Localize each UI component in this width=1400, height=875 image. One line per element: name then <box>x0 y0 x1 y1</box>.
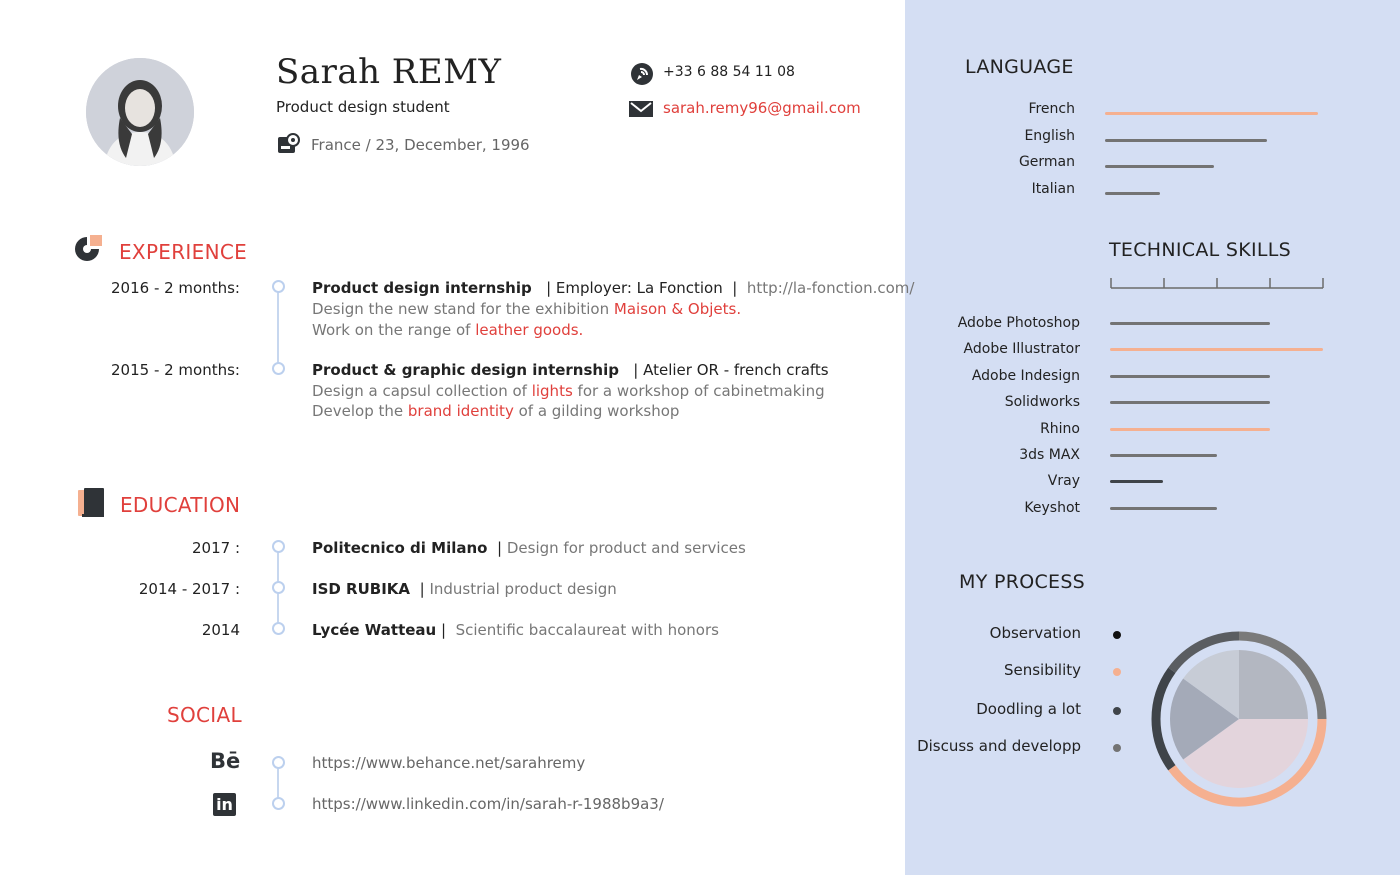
book-icon <box>78 488 106 522</box>
detail-text: Work on the range of <box>312 321 476 339</box>
timeline-dot <box>272 540 285 553</box>
experience-detail <box>312 402 679 420</box>
skills-title: TECHNICAL SKILLS <box>1109 239 1292 261</box>
email-link[interactable]: sarah.remy96@gmail.com <box>663 99 861 117</box>
detail-highlight: Maison & Objets. <box>613 300 742 318</box>
experience-link[interactable]: http://la-fonction.com/ <box>746 279 915 297</box>
experience-role: Product design internship <box>312 279 532 297</box>
skill-level-bar <box>1110 454 1217 457</box>
skill-level-bar <box>1110 428 1270 431</box>
process-dot <box>1113 631 1121 639</box>
detail-highlight: brand identity <box>407 402 514 420</box>
language-level-bar <box>1105 192 1160 195</box>
linkedin-icon[interactable]: in <box>213 793 236 816</box>
detail-text: Design the new stand for the exhibition <box>312 300 614 318</box>
skill-label: Vray <box>1047 473 1080 490</box>
education-separator: | <box>419 580 425 598</box>
detail-text: Design a capsul collection of <box>312 382 532 400</box>
skill-level-bar <box>1110 322 1270 325</box>
education-school: ISD RUBIKA <box>312 580 411 598</box>
experience-title: EXPERIENCE <box>119 240 248 264</box>
education-entry <box>312 621 719 639</box>
behance-icon[interactable]: Bē <box>210 749 241 773</box>
behance-link[interactable]: https://www.behance.net/sarahremy <box>312 754 586 772</box>
education-date: 2017 : <box>192 539 240 557</box>
process-dot <box>1113 668 1121 676</box>
education-date: 2014 <box>201 621 240 639</box>
process-dot <box>1113 744 1121 752</box>
language-level-bar <box>1105 139 1267 142</box>
social-title: SOCIAL <box>167 703 242 727</box>
language-label: Italian <box>1031 180 1075 197</box>
experience-detail <box>312 300 741 318</box>
avatar <box>86 58 194 166</box>
linkedin-link[interactable]: https://www.linkedin.com/in/sarah-r-1988b9a3/ <box>312 795 664 813</box>
education-title: EDUCATION <box>120 493 241 517</box>
experience-employer: | Atelier OR - french crafts <box>633 361 829 379</box>
skill-level-bar <box>1110 375 1270 378</box>
education-separator: | <box>497 539 503 557</box>
language-level-bar <box>1105 112 1318 115</box>
location-icon <box>277 133 301 159</box>
skill-label: 3ds MAX <box>1019 447 1080 463</box>
detail-highlight: lights <box>531 382 573 400</box>
process-label: Discuss and developp <box>917 737 1081 755</box>
skill-level-bar <box>1110 401 1270 404</box>
process-label: Doodling a lot <box>976 700 1081 718</box>
detail-text: of a gilding workshop <box>513 402 680 420</box>
education-detail: Design for product and services <box>506 539 746 557</box>
experience-date: 2016 - 2 months: <box>111 279 240 297</box>
detail-text: Develop the <box>312 402 408 420</box>
education-detail: Industrial product design <box>429 580 617 598</box>
education-separator: | <box>441 621 447 639</box>
experience-heading <box>312 279 914 297</box>
language-label: English <box>1024 127 1075 144</box>
experience-heading <box>312 361 829 379</box>
language-label: German <box>1018 154 1075 170</box>
experience-detail <box>312 382 825 400</box>
experience-employer: | Employer: La Fonction <box>546 279 723 297</box>
timeline-dot <box>272 581 285 594</box>
language-level-bar <box>1105 165 1214 168</box>
profile-name: Sarah REMY <box>276 52 502 92</box>
skill-level-bar <box>1110 348 1323 351</box>
experience-separator: | <box>732 279 738 297</box>
process-dot <box>1113 707 1121 715</box>
skill-label: Adobe Illustrator <box>963 341 1080 358</box>
detail-highlight: leather goods. <box>475 321 584 339</box>
mail-icon <box>628 100 654 122</box>
language-label: French <box>1028 101 1075 117</box>
timeline-dot <box>272 756 285 769</box>
education-detail: Scientific baccalaureat with honors <box>455 621 719 639</box>
timeline-dot <box>272 622 285 635</box>
detail-text: for a workshop of cabinetmaking <box>572 382 825 400</box>
timeline-dot <box>272 362 285 375</box>
skill-label: Adobe Indesign <box>971 367 1080 384</box>
timeline-dot <box>272 797 285 810</box>
process-chart <box>1148 628 1330 810</box>
phone-icon <box>630 61 654 91</box>
experience-detail <box>312 321 583 339</box>
skill-label: Rhino <box>1040 420 1080 437</box>
skills-scale <box>1110 276 1326 295</box>
language-title: LANGUAGE <box>965 56 1074 78</box>
process-title: MY PROCESS <box>959 571 1086 593</box>
skill-level-bar <box>1110 480 1163 483</box>
experience-timeline <box>277 290 279 370</box>
experience-role: Product & graphic design internship <box>312 361 619 379</box>
process-label: Observation <box>989 624 1081 642</box>
phone-number[interactable]: +33 6 88 54 11 08 <box>663 64 795 80</box>
education-entry <box>312 539 746 557</box>
profile-subtitle: Product design student <box>276 98 450 116</box>
education-entry <box>312 580 617 598</box>
skill-label: Keyshot <box>1024 499 1080 516</box>
process-label: Sensibility <box>1003 661 1081 679</box>
experience-icon <box>73 235 103 267</box>
education-school: Lycée Watteau <box>312 621 437 639</box>
skill-label: Adobe Photoshop <box>957 315 1080 331</box>
skill-level-bar <box>1110 507 1217 510</box>
timeline-dot <box>272 280 285 293</box>
skill-label: Solidworks <box>1004 394 1080 411</box>
location-text: France / 23, December, 1996 <box>311 136 530 154</box>
education-school: Politecnico di Milano <box>312 539 488 557</box>
education-date: 2014 - 2017 : <box>138 580 240 598</box>
experience-date: 2015 - 2 months: <box>111 361 240 379</box>
